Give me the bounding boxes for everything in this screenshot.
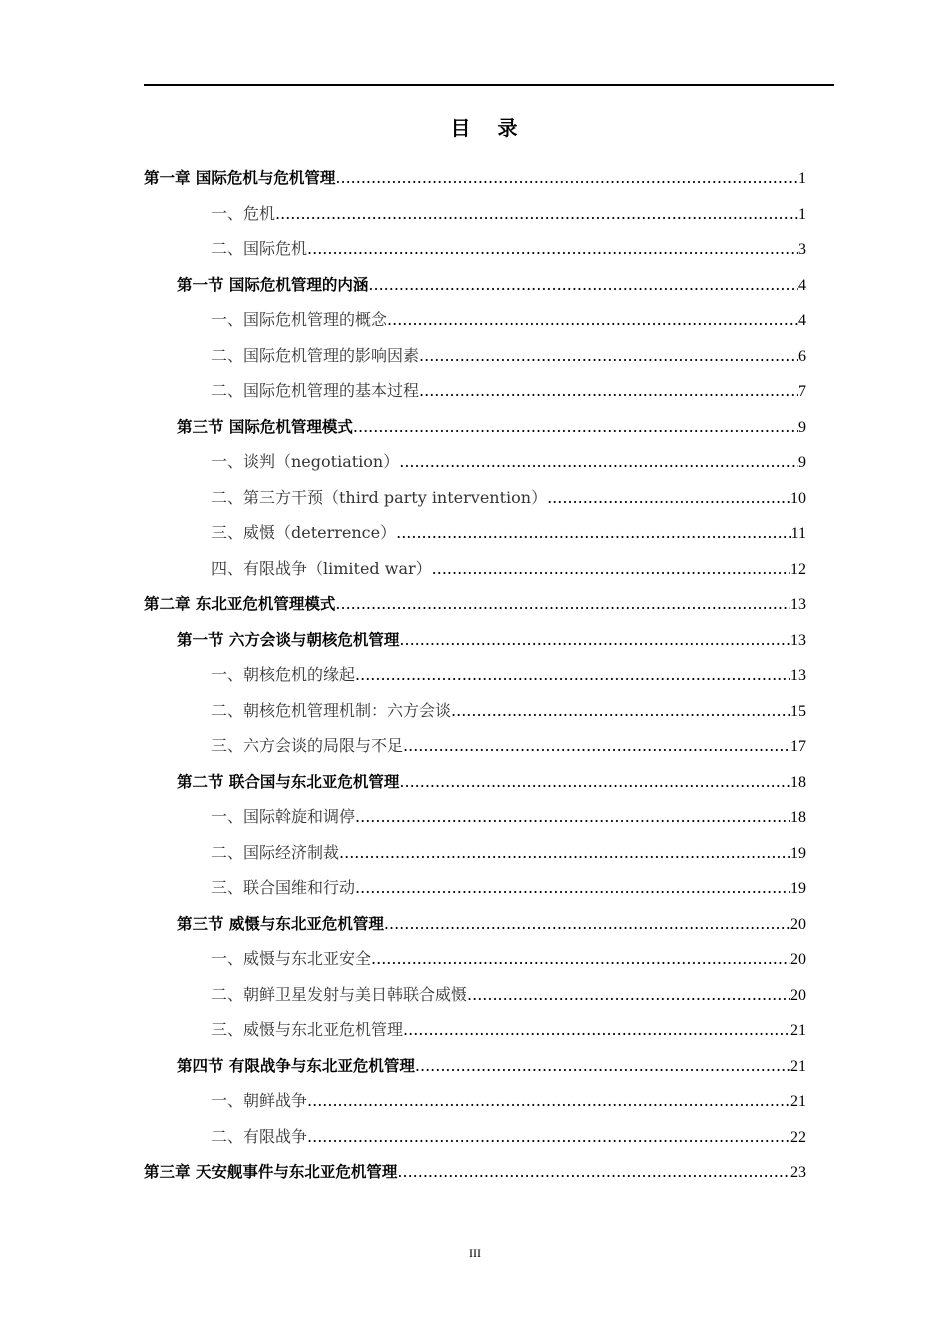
- toc-entry-page: 4: [798, 312, 806, 329]
- toc-entry-page: 9: [798, 454, 806, 471]
- toc-entry-label: 二、国际经济制裁: [211, 842, 340, 862]
- toc-entry-label: 三、六方会谈的局限与不足: [211, 736, 404, 755]
- toc-entry[interactable]: [144, 480, 806, 516]
- toc-entry-label: 一、朝鲜战争: [211, 1091, 308, 1110]
- dot-leader: [399, 444, 798, 480]
- toc-entry-page: 13: [790, 667, 806, 684]
- toc-entry-page: 18: [790, 809, 806, 826]
- dot-leader: [275, 196, 798, 232]
- toc-title: 目 录: [450, 116, 528, 140]
- toc-entry[interactable]: [144, 160, 806, 196]
- toc-entry-page: 15: [790, 702, 806, 720]
- toc-entry-page: 3: [798, 241, 806, 258]
- toc-entry-page: 10: [790, 489, 806, 507]
- toc-entry-page: 21: [790, 1057, 806, 1075]
- toc-entry-page: 1: [798, 205, 806, 223]
- toc-entry-label: 一、朝核危机的缘起: [211, 665, 356, 684]
- toc-entry[interactable]: [144, 302, 806, 338]
- toc-entry[interactable]: [144, 1048, 806, 1084]
- dot-leader: [307, 1119, 790, 1155]
- toc-entry-page: 12: [790, 560, 806, 578]
- dot-leader: [467, 977, 790, 1013]
- toc-entry-page: 23: [790, 1164, 806, 1181]
- toc-entry-page: 7: [798, 383, 806, 400]
- toc-entry-page: 13: [790, 596, 806, 613]
- dot-leader: [355, 799, 790, 835]
- toc-entry[interactable]: [144, 764, 806, 800]
- toc-entry[interactable]: [144, 977, 806, 1013]
- toc-entry-label: 三、威慑与东北亚危机管理: [211, 1020, 404, 1039]
- toc-entry[interactable]: [144, 196, 806, 232]
- dot-leader: [307, 1083, 790, 1119]
- dot-leader: [399, 764, 790, 800]
- toc-entry[interactable]: [144, 1012, 806, 1048]
- toc-entry[interactable]: [144, 622, 806, 658]
- toc-entry-label: 二、国际危机: [211, 239, 308, 258]
- toc-entry[interactable]: [144, 515, 806, 551]
- toc-entry-page: 19: [790, 880, 806, 897]
- toc-entry-label: 第三节 威慑与东北亚危机管理: [177, 914, 384, 933]
- dot-leader: [355, 870, 790, 906]
- toc-entry-label: 一、国际斡旋和调停: [211, 807, 356, 826]
- toc-entry-label: 第三章 天安舰事件与东北亚危机管理: [144, 1163, 398, 1181]
- toc-entry-page: 4: [798, 276, 806, 294]
- toc-entry-label: 第三节 国际危机管理模式: [177, 417, 353, 436]
- toc-entry-page: 18: [790, 773, 806, 791]
- dot-leader: [419, 373, 798, 409]
- toc-entry-label: 第二章 东北亚危机管理模式: [144, 595, 336, 613]
- toc-entry[interactable]: [144, 657, 806, 693]
- toc-entry[interactable]: [144, 870, 806, 906]
- dot-leader: [368, 267, 798, 303]
- page-number: III: [469, 1246, 481, 1260]
- dot-leader: [547, 480, 790, 516]
- toc-entry-label: 二、朝核危机管理机制：六方会谈: [211, 700, 452, 720]
- dot-leader: [403, 728, 790, 764]
- dot-leader: [399, 622, 790, 658]
- toc-entry[interactable]: [144, 267, 806, 303]
- toc-entry-label: 三、威慑（deterrence）: [211, 523, 397, 542]
- toc-entry-label: 一、国际危机管理的概念: [211, 310, 388, 329]
- toc-entry[interactable]: [144, 835, 806, 871]
- toc-entry-label: 四、有限战争（limited war）: [211, 558, 432, 578]
- toc-entry[interactable]: [144, 1083, 806, 1119]
- toc-entry-label: 三、联合国维和行动: [211, 878, 356, 897]
- dot-leader: [339, 835, 790, 871]
- toc-entry[interactable]: [144, 799, 806, 835]
- toc-entry-label: 一、谈判（negotiation）: [211, 452, 400, 471]
- toc-entry-page: 22: [790, 1128, 806, 1146]
- toc-entry[interactable]: [144, 728, 806, 764]
- toc-entry-page: 21: [790, 1022, 806, 1039]
- dot-leader: [403, 1012, 790, 1048]
- toc-entry[interactable]: [144, 409, 806, 445]
- toc-entry-label: 一、危机: [211, 203, 276, 223]
- toc-entry[interactable]: [144, 1119, 806, 1155]
- toc-entry-page: 17: [790, 738, 806, 755]
- dot-leader: [355, 657, 790, 693]
- toc-entry-page: 13: [790, 631, 806, 649]
- toc-entry-label: 第二节 联合国与东北亚危机管理: [177, 772, 400, 791]
- toc-entry-page: 20: [790, 986, 806, 1004]
- dot-leader: [419, 338, 798, 374]
- toc-entry[interactable]: [144, 1154, 806, 1190]
- toc-entry-label: 二、国际危机管理的基本过程: [211, 381, 420, 400]
- toc-entry[interactable]: [144, 906, 806, 942]
- toc-entry-label: 第一节 六方会谈与朝核危机管理: [177, 630, 400, 649]
- dot-leader: [307, 231, 798, 267]
- toc-entry-label: 第一节 国际危机管理的内涵: [177, 275, 369, 294]
- toc-entry[interactable]: [144, 693, 806, 729]
- toc-entry-page: 6: [798, 347, 806, 365]
- dot-leader: [415, 1048, 790, 1084]
- toc-entry[interactable]: [144, 338, 806, 374]
- toc-entry-page: 9: [798, 418, 806, 436]
- dot-leader: [387, 302, 798, 338]
- toc-entry-label: 第一章 国际危机与危机管理: [144, 169, 336, 187]
- dot-leader: [353, 409, 798, 445]
- toc-entry-label: 第四节 有限战争与东北亚危机管理: [177, 1056, 415, 1075]
- toc-entry-page: 1: [798, 170, 806, 187]
- toc-entry-page: 21: [790, 1093, 806, 1110]
- toc-entry[interactable]: [144, 444, 806, 480]
- toc-entry-page: 20: [790, 951, 806, 968]
- toc-entry-page: 20: [790, 915, 806, 933]
- dot-leader: [451, 693, 790, 729]
- dot-leader: [371, 941, 790, 977]
- toc-entry-page: 11: [790, 525, 806, 542]
- dot-leader: [335, 160, 798, 196]
- dot-leader: [335, 586, 790, 622]
- toc-entry-page: 19: [790, 844, 806, 862]
- toc-entry-label: 一、威慑与东北亚安全: [211, 949, 372, 968]
- toc-entry[interactable]: [144, 373, 806, 409]
- dot-leader: [384, 906, 790, 942]
- header-rule: [144, 84, 834, 86]
- dot-leader: [396, 515, 790, 551]
- dot-leader: [432, 551, 790, 587]
- table-of-contents: [144, 160, 806, 1190]
- toc-entry-label: 二、国际危机管理的影响因素: [211, 345, 420, 365]
- toc-entry[interactable]: [144, 551, 806, 587]
- toc-entry[interactable]: [144, 231, 806, 267]
- toc-entry-label: 二、朝鲜卫星发射与美日韩联合威慑: [211, 984, 468, 1004]
- toc-entry-label: 二、有限战争: [211, 1126, 308, 1146]
- toc-entry[interactable]: [144, 586, 806, 622]
- toc-entry[interactable]: [144, 941, 806, 977]
- toc-entry-label: 二、第三方干预（third party intervention）: [211, 487, 548, 507]
- dot-leader: [397, 1154, 790, 1190]
